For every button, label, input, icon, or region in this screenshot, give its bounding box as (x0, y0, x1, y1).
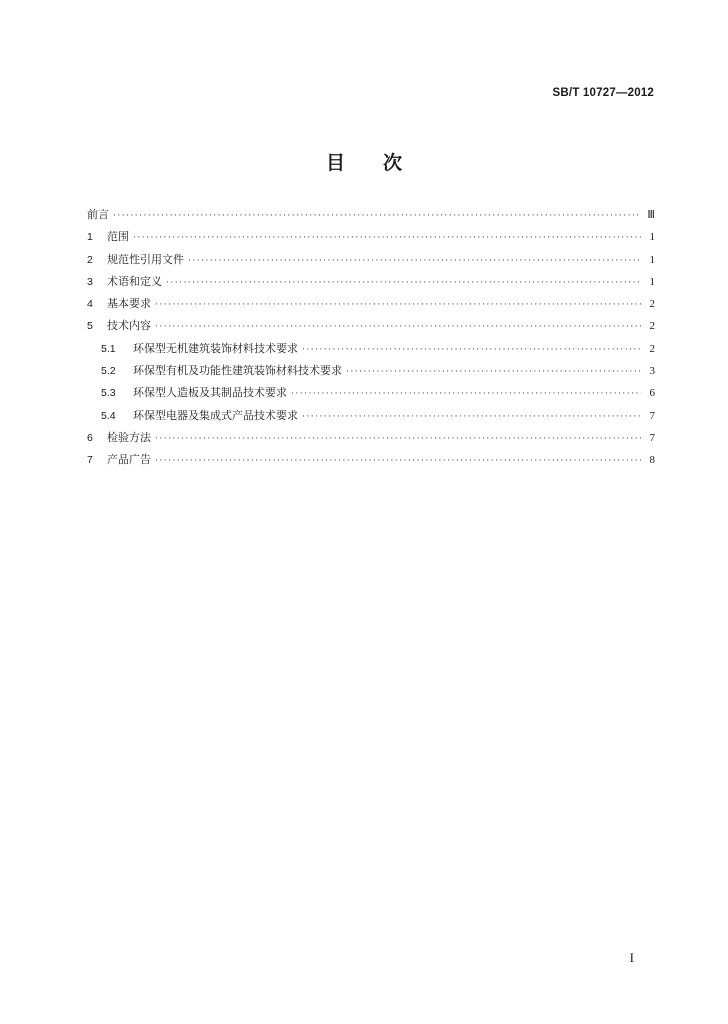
toc-leader-dots (155, 322, 641, 332)
toc-entry-5[interactable] (87, 317, 655, 339)
toc-entry-title: 产品广告 (107, 453, 151, 467)
toc-entry-page: 7 (649, 431, 655, 444)
toc-entry-2[interactable] (87, 251, 655, 273)
toc-entry-number: 7 (87, 454, 93, 467)
toc-entry-4[interactable] (87, 295, 655, 317)
toc-entry-title: 术语和定义 (107, 274, 162, 288)
toc-entry-page: 1 (649, 253, 655, 266)
toc-entry-title: 环保型人造板及其制品技术要求 (133, 386, 287, 400)
toc-entry-5-3[interactable] (87, 384, 655, 406)
toc-entry-number: 6 (87, 431, 93, 444)
toc-entry-page: 3 (649, 365, 655, 378)
toc-entry-page: 7 (649, 409, 655, 422)
toc-entry-number: 3 (87, 275, 93, 288)
toc-leader-dots (155, 434, 641, 444)
standard-id: SB/T 10727—2012 (552, 87, 654, 99)
toc-leader-dots (302, 412, 641, 422)
toc-entry-title: 检验方法 (107, 430, 151, 444)
toc-entry-page: 1 (649, 275, 655, 288)
toc-entry-title: 环保型电器及集成式产品技术要求 (133, 408, 298, 422)
toc-entry-number: 5.1 (101, 342, 116, 355)
toc-leader-dots (113, 211, 641, 221)
title-char-2: 次 (383, 152, 403, 174)
toc-entry-number: 2 (87, 253, 93, 266)
toc-entry-page: 2 (649, 342, 655, 355)
toc-entry-page: 8 (649, 454, 655, 467)
toc-leader-dots (346, 367, 641, 377)
toc-entry-3[interactable] (87, 273, 655, 295)
toc-entry-6[interactable] (87, 429, 655, 451)
toc-entry-title: 基本要求 (107, 297, 151, 311)
toc-leader-dots (166, 278, 641, 288)
toc-leader-dots (302, 345, 641, 355)
toc-entry-5-4[interactable] (87, 407, 655, 429)
toc-leader-dots (133, 233, 641, 243)
toc-entry-title: 环保型有机及功能性建筑装饰材料技术要求 (133, 364, 342, 378)
toc-entry-1[interactable] (87, 228, 655, 250)
toc-entry-number: 5.2 (101, 365, 116, 378)
toc-entry-5-2[interactable] (87, 362, 655, 384)
toc-entry-page: 1 (649, 231, 655, 244)
toc-entry-foreword[interactable] (87, 206, 655, 228)
toc-entry-page: 6 (649, 387, 655, 400)
toc-entry-page: 2 (649, 298, 655, 311)
page-number: I (629, 950, 634, 965)
toc-entry-page: Ⅲ (647, 209, 655, 221)
toc-entry-number: 5 (87, 320, 93, 333)
toc-leader-dots (188, 256, 641, 266)
toc-leader-dots (291, 389, 641, 399)
toc-entry-title: 技术内容 (107, 319, 151, 333)
toc-entry-5-1[interactable] (87, 340, 655, 362)
toc-entry-number: 4 (87, 298, 93, 311)
table-of-contents (87, 206, 655, 474)
title-char-1: 目 (325, 152, 345, 174)
toc-entry-title: 规范性引用文件 (107, 252, 184, 266)
toc-entry-title: 前言 (87, 208, 109, 221)
toc-entry-number: 1 (87, 231, 93, 244)
toc-entry-7[interactable] (87, 451, 655, 473)
toc-entry-number: 5.4 (101, 409, 116, 422)
page-title (0, 148, 728, 175)
toc-entry-number: 5.3 (101, 387, 116, 400)
toc-entry-title: 环保型无机建筑装饰材料技术要求 (133, 341, 298, 355)
toc-entry-title: 范围 (107, 230, 129, 244)
toc-leader-dots (155, 300, 641, 310)
toc-leader-dots (155, 456, 641, 466)
toc-entry-page: 2 (649, 320, 655, 333)
